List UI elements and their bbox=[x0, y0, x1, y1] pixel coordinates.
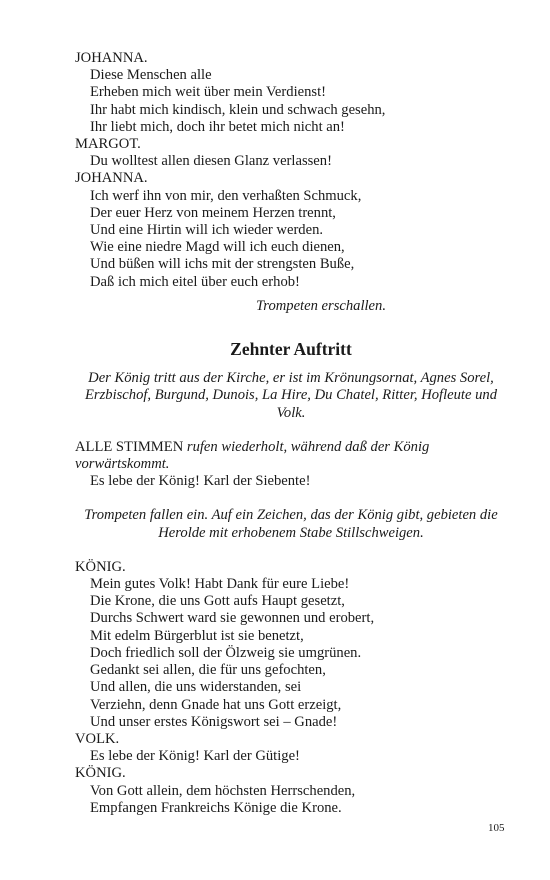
verse-line: Daß ich mich eitel über euch erhob! bbox=[90, 273, 300, 290]
verse-line: Doch friedlich soll der Ölzweig sie umgrünen. bbox=[90, 644, 362, 661]
dialogue-block-johanna-margot bbox=[75, 50, 507, 291]
verse-line: Der euer Herz von meinem Herzen trennt, bbox=[90, 204, 336, 221]
verse-line: Von Gott allein, dem höchsten Herrschenden, bbox=[90, 782, 356, 799]
verse-line: Durchs Schwert ward sie gewonnen und erobert, bbox=[90, 610, 375, 627]
play-text-page bbox=[75, 50, 507, 817]
verse-line: Du wolltest allen diesen Glanz verlassen! bbox=[90, 153, 332, 170]
verse-line: Wie eine niedre Magd will ich euch dienen, bbox=[90, 239, 345, 256]
verse-line: Empfangen Frankreichs Könige die Krone. bbox=[90, 799, 342, 816]
speaker-name: VOLK. bbox=[75, 730, 120, 747]
stage-direction-trumpets: Trompeten erschallen. bbox=[256, 297, 386, 314]
all-voices-block bbox=[75, 439, 507, 491]
dialogue-block-koenig-volk bbox=[75, 559, 507, 817]
verse-line: Diese Menschen alle bbox=[90, 67, 212, 84]
speaker-name: JOHANNA. bbox=[75, 170, 148, 187]
speaker-name: KÖNIG. bbox=[75, 558, 126, 575]
verse-line: Es lebe der König! Karl der Siebente! bbox=[90, 473, 311, 490]
verse-line: Mit edelm Bürgerblut ist sie benetzt, bbox=[90, 627, 304, 644]
verse-line: Mein gutes Volk! Habt Dank für eure Liebe! bbox=[90, 576, 350, 593]
verse-line: Es lebe der König! Karl der Gütige! bbox=[90, 748, 300, 765]
scene-title: Zehnter Auftritt bbox=[230, 339, 352, 360]
verse-line: Erheben mich weit über mein Verdienst! bbox=[90, 84, 326, 101]
verse-line: Und büßen will ichs mit der strengsten Buße, bbox=[90, 256, 355, 273]
verse-line: Und allen, die uns widerstanden, sei bbox=[90, 679, 302, 696]
speaker-name: KÖNIG. bbox=[75, 765, 126, 782]
scene-direction: Der König tritt aus der Kirche, er ist im Krönungsornat, Agnes Sorel, Erzbischof, Burgund, Dunois, La Hire, Du Chatel, Ritter, Hofleute und Volk. bbox=[85, 370, 497, 421]
verse-line: Ich werf ihn von mir, den verhaßten Schmuck, bbox=[90, 187, 362, 204]
verse-line: Verziehn, denn Gnade hat uns Gott erzeigt, bbox=[90, 696, 342, 713]
verse-line: Ihr liebt mich, doch ihr betet mich nicht an! bbox=[90, 118, 345, 135]
verse-line: Ihr habt mich kindisch, klein und schwach gesehn, bbox=[90, 101, 386, 118]
verse-line: Und unser erstes Königswort sei – Gnade! bbox=[90, 713, 338, 730]
speaker-name: JOHANNA. bbox=[75, 50, 148, 66]
verse-line: Die Krone, die uns Gott aufs Haupt gesetzt, bbox=[90, 593, 345, 610]
all-voices-direction: rufen wiederholt, während daß der König vorwärtskommt. bbox=[75, 438, 430, 473]
page-number: 105 bbox=[488, 822, 505, 834]
verse-line: Gedankt sei allen, die für uns gefochten, bbox=[90, 662, 326, 679]
herald-direction: Trompeten fallen ein. Auf ein Zeichen, das der König gibt, gebieten die Herolde mit erhobenem Stabe Stillschweigen. bbox=[84, 507, 498, 541]
speaker-name: MARGOT. bbox=[75, 136, 141, 153]
all-voices-line bbox=[75, 439, 507, 473]
verse-line: Und eine Hirtin will ich wieder werden. bbox=[90, 222, 324, 239]
speaker-name: ALLE STIMMEN bbox=[75, 438, 184, 455]
